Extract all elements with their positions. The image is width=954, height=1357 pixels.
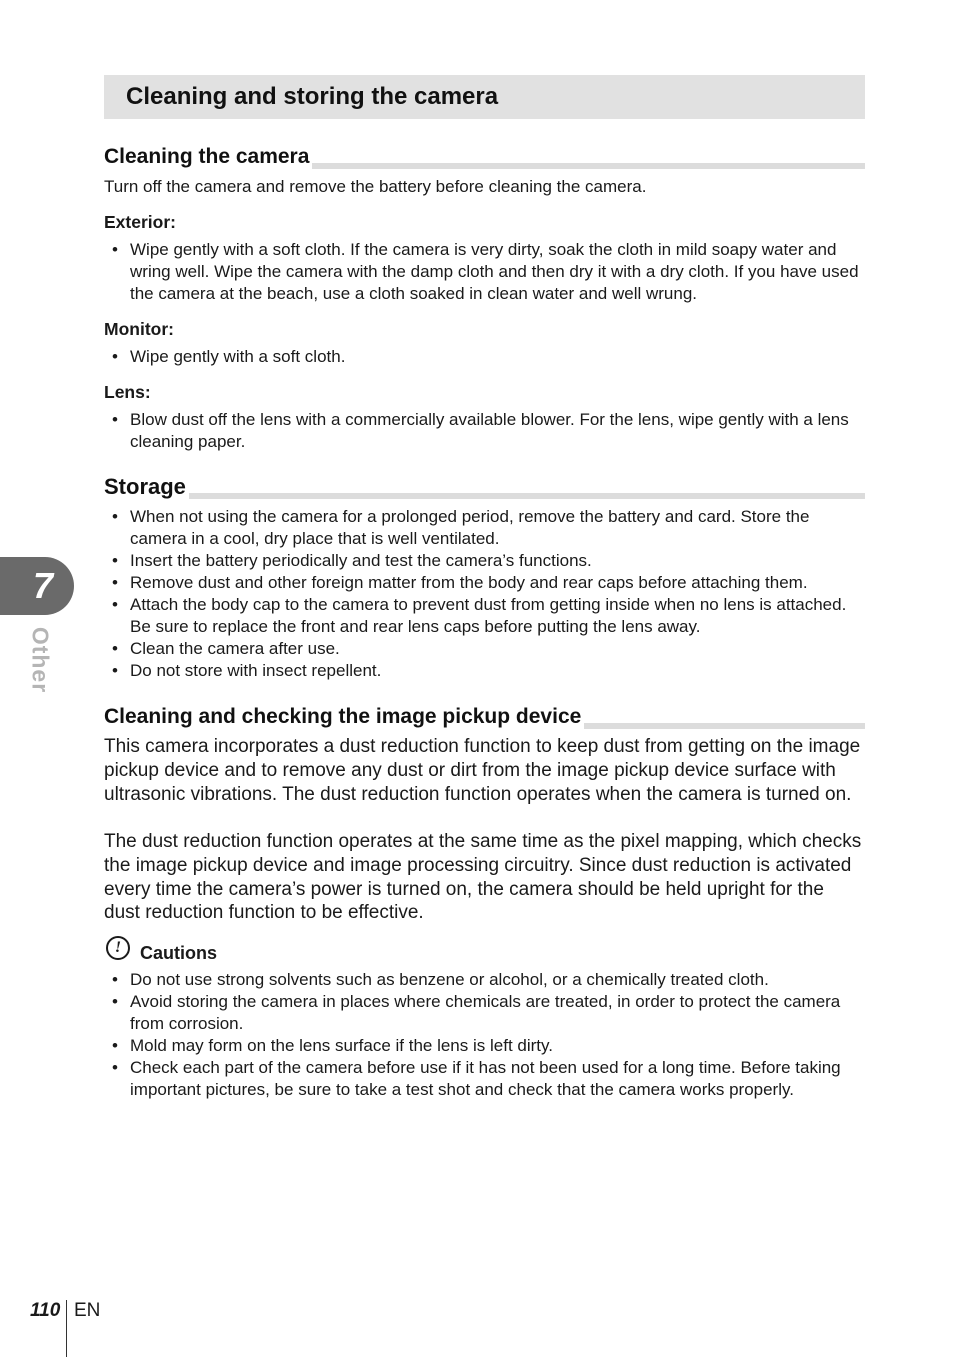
section-heading-cleaning [104,140,865,170]
exterior-label: Exterior: [104,212,176,232]
cautions-label: Cautions [140,943,218,963]
lens-label: Lens: [104,382,151,402]
pickup-paragraph-2: The dust reduction function operates at the same time as the pixel mapping, which checks the image pickup device and image processing circuitry. Since dust reduction is activated every time the camera’s power is turned on, the camera should be held upright for the dust reduction function to be effective. [104,831,862,924]
list-item: • Attach the body cap to the camera to prevent dust from getting inside when no lens is attached. Be sure to replace the front and rear lens caps before putting the lens away. [112,595,847,636]
heading-text: Cleaning the camera [104,144,312,170]
cleaning-intro: Turn off the camera and remove the battery before cleaning the camera. [104,177,647,196]
list-item: • Insert the battery periodically and test the camera’s functions. [112,551,592,570]
list-item: • Do not use strong solvents such as benzene or alcohol, or a chemically treated cloth. [112,970,769,989]
heading-rule [104,493,865,499]
list-item: • Mold may form on the lens surface if the lens is left dirty. [112,1036,553,1055]
list-item: • Clean the camera after use. [112,639,340,658]
monitor-label: Monitor: [104,319,174,339]
footer-divider [66,1300,67,1357]
list-item: • Wipe gently with a soft cloth. If the camera is very dirty, soak the cloth in mild soapy water and wring well. Wipe the camera with the damp cloth and then dry it with a dry cloth. If you have used the camera at the beach, use a cloth soaked in clean water and well wrung. [112,240,859,303]
section-heading-storage [104,470,865,500]
list-item: • Remove dust and other foreign matter from the body and rear caps before attaching them. [112,573,808,592]
pickup-paragraph-1: This camera incorporates a dust reduction function to keep dust from getting on the image pickup device and to remove any dust or dirt from the image pickup device surface with ultrasonic vibrations. The dust reduction function operates when the camera is turned on. [104,736,861,805]
page-title: Cleaning and storing the camera [104,75,865,119]
exterior-list [104,239,869,305]
list-item: • Blow dust off the lens with a commercially available blower. For the lens, wipe gently with a lens cleaning paper. [112,410,849,451]
section-heading-pickup [104,700,865,730]
storage-list [104,506,869,682]
lens-list [104,409,869,453]
list-item: • Wipe gently with a soft cloth. [112,347,346,366]
monitor-list [104,346,869,368]
page-language: EN [74,1300,101,1321]
caution-icon: ! [106,936,130,960]
heading-text: Cleaning and checking the image pickup device [104,704,584,730]
chapter-number: 7 [32,565,54,606]
list-item: • Avoid storing the camera in places where chemicals are treated, in order to protect the camera from corrosion. [112,992,841,1033]
page-number: 110 [30,1300,61,1321]
list-item: • Do not store with insect repellent. [112,661,382,680]
list-item: • Check each part of the camera before use if it has not been used for a long time. Before taking important pictures, be sure to take a test shot and check that the camera works properly. [112,1058,841,1099]
cautions-list [104,969,869,1101]
list-item: • When not using the camera for a prolonged period, remove the battery and card. Store the camera in a cool, dry place that is well ventilated. [112,507,810,548]
chapter-label: Other [27,626,54,694]
heading-text: Storage [104,474,189,500]
